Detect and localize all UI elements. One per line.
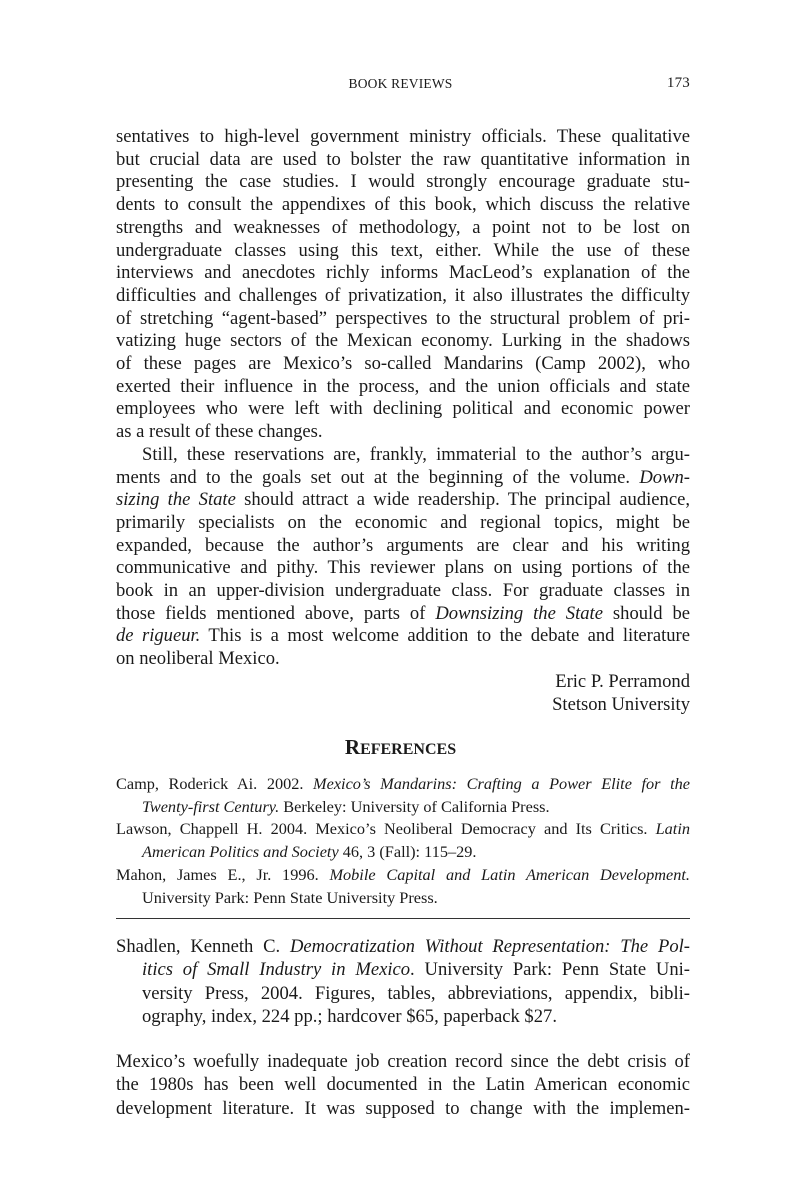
text-line (116, 489, 690, 511)
text-segment: 46, 3 (Fall): 115–29. (338, 842, 477, 862)
text-segment: expanded, because the author’s arguments are clear and his writing (116, 534, 690, 556)
section-divider (116, 918, 690, 919)
text-segment: strengths and weaknesses of methodology, a point not to be lost on (116, 216, 690, 238)
text-segment: should attract a wide readership. The principal audience, (235, 489, 690, 511)
text-line (116, 194, 690, 216)
text-line (116, 398, 690, 420)
text-line (116, 936, 690, 958)
text-segment: should be (602, 602, 691, 624)
text-segment: of these pages are Mexico’s so-called Mandarins (Camp 2002), who (116, 353, 690, 374)
italic-text: itics of Small Industry in Mexico (142, 959, 411, 981)
text-segment: undergraduate classes using this text, either. While the use of these (116, 239, 690, 261)
italic-text: de rigueur. (116, 625, 201, 647)
text-line (116, 285, 690, 307)
italic-text: Mexico’s Mandarins: Crafting a Power Elite for the (313, 774, 690, 793)
text-line (142, 887, 690, 909)
italic-text: Twenty-first Century. (142, 796, 280, 816)
heading-rest: EFERENCES (360, 741, 457, 758)
text-segment: difficulties and challenges of privatization, it also illustrates the difficulty (116, 284, 690, 306)
text-segment: interviews and anecdotes richly informs MacLeod’s explanation of the (116, 262, 690, 284)
italic-text: American Politics and Society (142, 842, 339, 862)
text-segment: employees who were left with declining political and economic power (116, 398, 690, 420)
text-segment: sentatives to high-level government ministry officials. These qualitative (116, 126, 690, 147)
text-line (116, 648, 690, 670)
text-segment: ography, index, 224 pp.; hardcover $65, paperback $27. (142, 1006, 557, 1028)
text-segment: presenting the case studies. I would strongly encourage graduate stu- (116, 171, 690, 193)
text-line (116, 330, 690, 352)
reviewer-affiliation: Stetson University (552, 694, 690, 715)
text-line (116, 580, 690, 602)
text-segment: communicative and pithy. This reviewer plans on using portions of the (116, 557, 690, 579)
text-segment: Camp, Roderick Ai. 2002. (116, 774, 314, 793)
text-segment: . University Park: Penn State Uni- (410, 959, 690, 981)
italic-text: Mobile Capital and Latin American Development. (329, 864, 691, 884)
text-segment: Berkeley: University of California Press. (279, 796, 550, 816)
text-line (142, 841, 690, 863)
text-line (116, 240, 690, 262)
heading-initial: R (344, 735, 361, 759)
text-segment: book in an upper-division undergraduate class. For graduate classes in (116, 580, 690, 601)
italic-text: sizing the State (116, 489, 236, 511)
italic-text: Democratization Without Representation: The Pol- (290, 936, 690, 957)
text-segment: on neoliberal Mexico. (116, 648, 280, 670)
text-line (142, 444, 690, 466)
text-line (116, 467, 690, 489)
text-line (116, 1051, 690, 1073)
text-segment: dents to consult the appendixes of this book, which discuss the relative (116, 194, 690, 216)
text-line (116, 262, 690, 284)
text-segment: vatizing huge sectors of the Mexican economy. Lurking in the shadows (116, 330, 690, 352)
text-line (116, 625, 690, 647)
text-line (142, 959, 690, 981)
text-line (116, 376, 690, 398)
text-line (116, 557, 690, 579)
text-segment: those fields mentioned above, parts of (116, 602, 436, 624)
text-line (116, 535, 690, 557)
page-number: 173 (666, 75, 690, 91)
text-line (116, 149, 690, 171)
text-segment: exerted their influence in the process, and the union officials and state (116, 375, 690, 397)
text-line (116, 308, 690, 330)
text-segment: ments and to the goals set out at the beginning of the volume. (116, 466, 640, 488)
text-segment: versity Press, 2004. Figures, tables, abbreviations, appendix, bibli- (142, 982, 690, 1004)
text-line (116, 864, 690, 886)
text-segment: Still, these reservations are, frankly, immaterial to the author’s argu- (142, 443, 690, 465)
text-segment: as a result of these changes. (116, 421, 323, 443)
italic-text: Latin (655, 819, 690, 839)
text-line (116, 1098, 690, 1120)
reviewer-name: Eric P. Perramond (555, 671, 690, 692)
text-line (116, 512, 690, 534)
text-line (116, 421, 690, 443)
italic-text: Downsizing the State (435, 602, 603, 624)
text-segment: the 1980s has been well documented in the Latin American economic (116, 1074, 690, 1096)
references-heading (0, 735, 801, 760)
text-line (116, 171, 690, 193)
text-line (116, 353, 690, 375)
text-line (116, 217, 690, 239)
text-segment: development literature. It was supposed to change with the implemen- (116, 1097, 690, 1119)
running-title: BOOK REVIEWS (348, 76, 453, 91)
italic-text: Down- (639, 466, 690, 488)
text-line (142, 796, 690, 818)
text-line (116, 1074, 690, 1096)
text-segment: University Park: Penn State University Press. (142, 887, 438, 907)
text-line (142, 983, 690, 1005)
text-segment: This is a most welcome addition to the debate and literature (200, 625, 690, 647)
text-line (142, 1006, 690, 1028)
text-line (116, 773, 690, 795)
text-segment: of stretching “agent-based” perspectives to the structural problem of pri- (116, 307, 690, 329)
text-segment: Mexico’s woefully inadequate job creation record since the debt crisis of (116, 1051, 690, 1072)
text-segment: Mahon, James E., Jr. 1996. (116, 864, 330, 884)
text-segment: Lawson, Chappell H. 2004. Mexico’s Neoliberal Democracy and Its Critics. (116, 819, 656, 839)
text-segment: Shadlen, Kenneth C. (116, 936, 290, 957)
text-line (116, 603, 690, 625)
text-segment: but crucial data are used to bolster the raw quantitative information in (116, 148, 690, 170)
text-segment: primarily specialists on the economic and regional topics, might be (116, 511, 690, 533)
text-line (116, 818, 690, 840)
text-line (116, 126, 690, 148)
